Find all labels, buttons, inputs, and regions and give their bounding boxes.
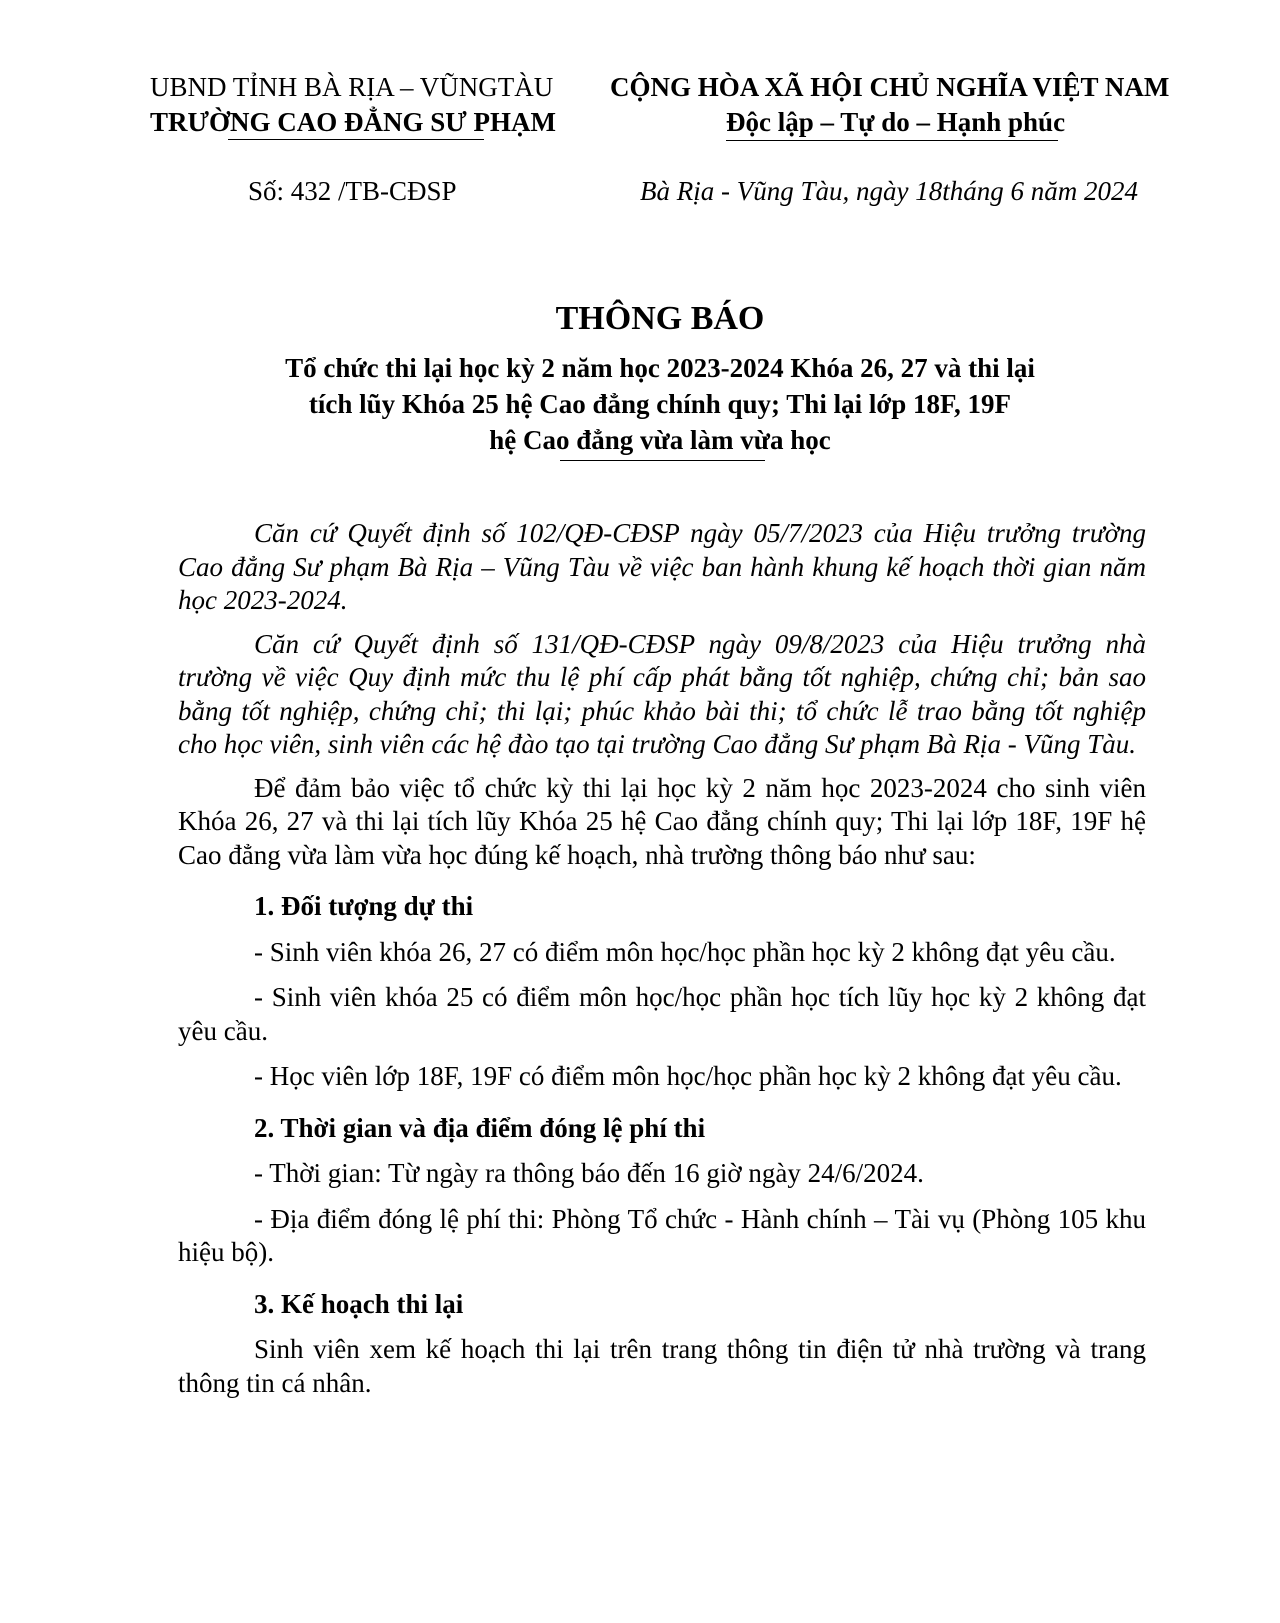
national-title: CỘNG HÒA XÃ HỘI CHỦ NGHĨA VIỆT NAM — [610, 72, 1170, 102]
national-motto-underline — [726, 140, 1058, 141]
school-name-underline — [228, 139, 484, 140]
subtitle-line: hệ Cao đẳng vừa làm vừa học — [489, 425, 831, 455]
section-item: - Sinh viên khóa 25 có điểm môn học/học phần học tích lũy học kỳ 2 không đạt yêu cầu. — [178, 982, 1146, 1046]
section-item: - Học viên lớp 18F, 19F có điểm môn học/học phần học kỳ 2 không đạt yêu cầu. — [254, 1061, 1122, 1091]
document-number: Số: 432 /TB-CĐSP — [248, 176, 457, 206]
section-item: - Địa điểm đóng lệ phí thi: Phòng Tổ chức - Hành chính – Tài vụ (Phòng 105 khu hiệu bộ). — [178, 1203, 1146, 1267]
agency-name: UBND TỈNH BÀ RỊA – VŨNGTÀU — [150, 72, 554, 102]
intro-paragraph: Để đảm bảo việc tổ chức kỳ thi lại học kỳ 2 năm học 2023-2024 cho sinh viên Khóa 26, 27 và thi lại tích lũy Khóa 25 hệ Cao đẳng chính quy; Thi lại lớp 18F, 19F hệ Cao đẳng vừa làm vừa học đúng kế hoạch, nhà trường thông báo như sau: — [178, 772, 1146, 870]
document-body — [178, 517, 1146, 1400]
section-heading: 2. Thời gian và địa điểm đóng lệ phí thi — [254, 1112, 706, 1143]
document-subtitle — [160, 350, 1160, 458]
preamble-paragraph: Căn cứ Quyết định số 102/QĐ-CĐSP ngày 05/7/2023 của Hiệu trưởng trường Cao đẳng Sư phạm Bà Rịa – Vũng Tàu về việc ban hành khung kế hoạch thời gian năm học 2023-2024. — [178, 518, 1146, 615]
section-item: Sinh viên xem kế hoạch thi lại trên trang thông tin điện tử nhà trường và trang thông tin cá nhân. — [178, 1334, 1146, 1398]
title-underline — [560, 460, 765, 461]
subtitle-line: tích lũy Khóa 25 hệ Cao đẳng chính quy; Thi lại lớp 18F, 19F — [308, 389, 1012, 419]
document-title: THÔNG BÁO — [555, 300, 765, 337]
section-heading: 1. Đối tượng dự thi — [254, 891, 474, 921]
subtitle-line: Tổ chức thi lại học kỳ 2 năm học 2023-2024 Khóa 26, 27 và thi lại — [285, 353, 1035, 383]
school-name: TRƯỜNG CAO ĐẲNG SƯ PHẠM — [150, 107, 556, 137]
national-motto: Độc lập – Tự do – Hạnh phúc — [726, 107, 1066, 137]
section-item: - Sinh viên khóa 26, 27 có điểm môn học/học phần học kỳ 2 không đạt yêu cầu. — [254, 936, 1116, 967]
section-heading: 3. Kế hoạch thi lại — [254, 1288, 464, 1319]
document-date: Bà Rịa - Vũng Tàu, ngày 18tháng 6 năm 2024 — [640, 176, 1138, 206]
preamble-paragraph: Căn cứ Quyết định số 131/QĐ-CĐSP ngày 09/8/2023 của Hiệu trưởng nhà trường về việc Quy định mức thu lệ phí cấp phát bằng tốt nghiệp, chứng chỉ; bản sao bằng tốt nghiệp, chứng chỉ; thi lại; phúc khảo bài thi; tổ chức lễ trao bằng tốt nghiệp cho học viên, sinh viên các hệ đào tạo tại trường Cao đẳng Sư phạm Bà Rịa - Vũng Tàu. — [178, 628, 1146, 759]
section-item: - Thời gian: Từ ngày ra thông báo đến 16 giờ ngày 24/6/2024. — [254, 1158, 924, 1188]
